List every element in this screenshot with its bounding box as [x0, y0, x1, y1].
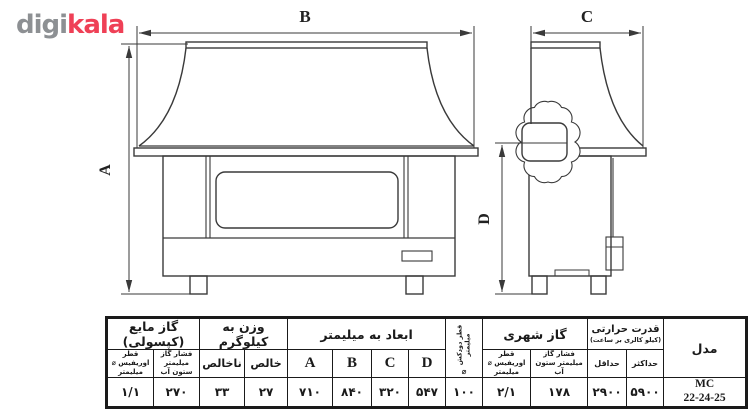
- front-hood-right-curve: [427, 48, 474, 146]
- lpg-header: گاز مایع (کپسولی): [107, 318, 200, 350]
- logo-text-kala: kala: [67, 10, 125, 40]
- city-gas-pressure-value: ۱۷۸: [531, 378, 588, 408]
- chimney-label-line2: میلیمتر: [464, 332, 473, 357]
- lpg-orifice-line1: قطر اوریفیس ⌀: [111, 350, 150, 368]
- thermal-min-label: حداقل: [588, 350, 627, 378]
- lpg-pressure-value: ۲۷۰: [154, 378, 200, 408]
- lpg-orifice-label: [107, 350, 154, 378]
- thermal-max-value: ۵۹۰۰: [627, 378, 664, 408]
- thermal-min-value: ۲۹۰۰: [588, 378, 627, 408]
- weight-net-label: خالص: [245, 350, 288, 378]
- dimension-label-a: A: [97, 164, 114, 176]
- dim-c-value: ۳۲۰: [372, 378, 409, 408]
- front-left-leg: [190, 276, 207, 294]
- model-value-line2: 22-24-25: [683, 391, 726, 404]
- city-gas-orifice-value: ۲/۱: [483, 378, 531, 408]
- weight-net-value: ۲۷: [245, 378, 288, 408]
- city-gas-orifice-line2: میلیمتر: [494, 367, 519, 376]
- city-gas-header: گاز شهری: [483, 318, 588, 350]
- weight-header: وزن به کیلوگرم: [200, 318, 288, 350]
- model-header: مدل: [664, 318, 747, 378]
- side-hood-right-curve: [600, 48, 643, 146]
- chimney-header-cell: [446, 318, 483, 378]
- logo-text-digi: digi: [16, 10, 68, 40]
- chimney-label-line1: قطر دودکش: [455, 324, 464, 365]
- weight-gross-label: ناخالص: [200, 350, 245, 378]
- chimney-header-rotated: [456, 324, 473, 365]
- city-gas-orifice-label: [483, 350, 531, 378]
- thermal-power-title: قدرت حرارتی: [591, 324, 660, 335]
- city-gas-pressure-line1: فشار گاز: [543, 350, 575, 359]
- side-right-leg: [591, 276, 606, 294]
- dimension-label-d: D: [476, 213, 493, 225]
- front-body: [163, 156, 455, 276]
- city-gas-orifice-line1: قطر اوریفیس ⌀: [487, 350, 526, 368]
- front-hood-left-curve: [139, 48, 186, 146]
- side-panel: [606, 237, 623, 270]
- front-right-leg: [406, 276, 423, 294]
- model-value: [664, 378, 747, 408]
- model-value-line1: MC: [694, 378, 715, 390]
- control-knob: [522, 123, 567, 161]
- dim-col-a-label: A: [288, 350, 333, 378]
- dim-a-extension-lines: [121, 44, 197, 294]
- lpg-pressure-line1: فشار گاز: [160, 350, 193, 359]
- city-gas-pressure-line2: میلیمتر ستون آب: [535, 359, 583, 376]
- dim-a-value: ۷۱۰: [288, 378, 333, 408]
- weight-gross-value: ۳۳: [200, 378, 245, 408]
- front-hood-top-plate: [186, 42, 427, 48]
- thermal-power-unit: (کیلو کالری بر ساعت): [589, 336, 662, 344]
- side-base-strip: [555, 270, 589, 276]
- front-hood-lip: [134, 148, 478, 156]
- lpg-orifice-value: ۱/۱: [107, 378, 154, 408]
- front-badge: [402, 251, 432, 261]
- diameter-symbol: ⌀: [461, 367, 467, 376]
- side-hood-top-plate: [531, 42, 600, 48]
- front-view: [134, 42, 478, 294]
- dim-b-value: ۸۴۰: [333, 378, 372, 408]
- spec-table: [105, 316, 748, 409]
- dimension-label-c: C: [580, 7, 594, 26]
- dimensions-header: ابعاد به میلیمتر: [288, 318, 446, 350]
- lpg-orifice-line2: میلیمتر: [118, 367, 143, 376]
- dim-col-c-label: C: [372, 350, 409, 378]
- dim-d-value: ۵۴۷: [409, 378, 446, 408]
- thermal-power-header: [588, 318, 664, 350]
- front-panel-frame-lines: [206, 156, 408, 238]
- city-gas-pressure-label: [531, 350, 588, 378]
- lpg-pressure-line2: میلیمتر ستون آب: [160, 359, 193, 376]
- front-window: [216, 172, 398, 228]
- chimney-value: ۱۰۰: [446, 378, 483, 408]
- lpg-pressure-label: [154, 350, 200, 378]
- thermal-max-label: حداکثر: [627, 350, 664, 378]
- dim-col-b-label: B: [333, 350, 372, 378]
- side-left-leg: [532, 276, 547, 294]
- dim-col-d-label: D: [409, 350, 446, 378]
- side-view: [516, 42, 646, 294]
- dimension-label-b: B: [299, 7, 311, 26]
